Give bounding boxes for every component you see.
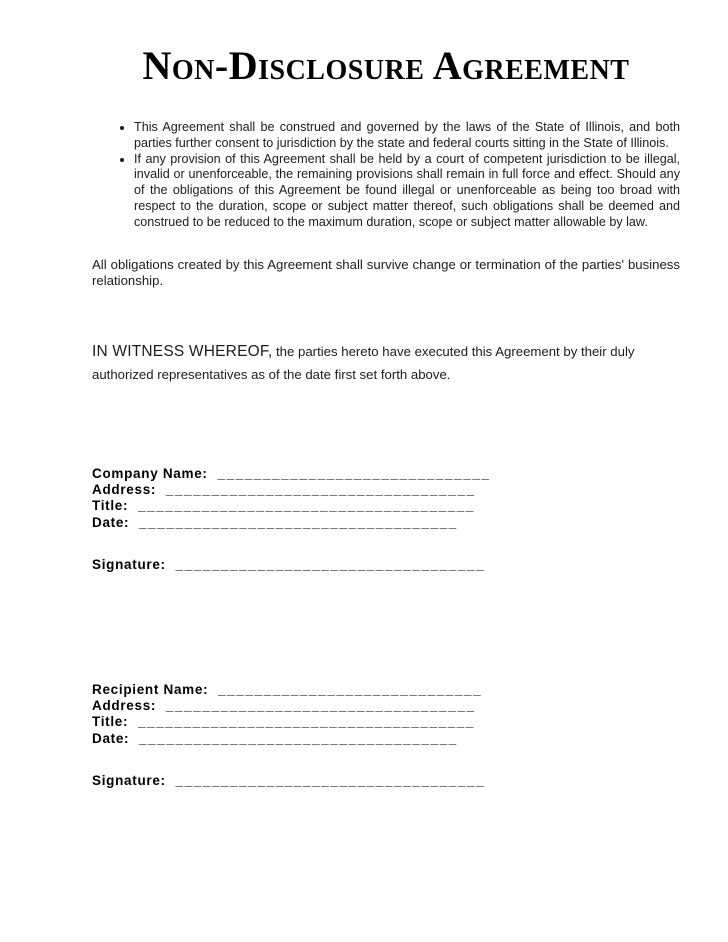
legal-clauses-bullet-list (92, 120, 680, 231)
page-title: Non-Disclosure Agreement (142, 43, 630, 88)
recipient-name-label: Recipient Name: (92, 681, 209, 697)
recipient-address-label: Address: (92, 698, 157, 714)
recipient-address-blank-line: __________________________________ (165, 698, 476, 714)
company-address-blank-line: __________________________________ (165, 481, 476, 497)
company-title-row (92, 498, 680, 514)
recipient-name-blank-line: _____________________________ (218, 681, 483, 697)
company-title-label: Title: (92, 498, 129, 514)
survival-clause-paragraph: All obligations created by this Agreement shall survive change or termination of the parties' business relationship. (92, 256, 680, 289)
witness-clause-lead: IN WITNESS WHEREOF, (92, 342, 273, 360)
company-signature-label: Signature: (92, 557, 166, 573)
witness-clause-paragraph (92, 340, 680, 386)
company-date-label: Date: (92, 514, 130, 530)
company-address-row (92, 482, 680, 498)
recipient-signature-row (92, 773, 680, 789)
recipient-date-blank-line: ___________________________________ (139, 730, 458, 746)
bullet-item-severability: • If any provision of this Agreement shall be held by a court of competent jurisdiction to be illegal, invalid or unenforceable, the remaining provisions shall remain in full force and effect. Should any of the obligations of this Agreement be found illegal or unenforceable as being too broad with respect to the duration, scope or subject matter thereof, such obligations shall be deemed and construed to be reduced to the maximum duration, scope or subject matter allowable by law. (134, 152, 680, 231)
recipient-name-row (92, 682, 680, 698)
bullet-item-governing-law: • This Agreement shall be construed and governed by the laws of the State of Illinois, and both parties further consent to jurisdiction by the state and federal courts sitting in the State of Illinois. (134, 120, 680, 152)
company-date-row (92, 515, 680, 531)
company-name-label: Company Name: (92, 465, 208, 481)
recipient-title-blank-line: _____________________________________ (137, 714, 475, 730)
recipient-address-row (92, 698, 680, 714)
recipient-signature-block (92, 682, 680, 790)
company-name-row (92, 466, 680, 482)
company-date-blank-line: ___________________________________ (139, 514, 458, 530)
company-signature-block (92, 466, 680, 574)
company-signature-row (92, 557, 680, 573)
company-signature-blank-line: __________________________________ (175, 557, 486, 573)
company-name-blank-line: ______________________________ (217, 465, 491, 481)
company-address-label: Address: (92, 481, 157, 497)
recipient-signature-blank-line: __________________________________ (175, 773, 486, 789)
recipient-title-row (92, 714, 680, 730)
recipient-signature-label: Signature: (92, 773, 166, 789)
witness-clause-body: the parties hereto have executed this Agreement by their duly authorized representatives as of the date first set forth above. (92, 343, 635, 382)
recipient-date-label: Date: (92, 730, 130, 746)
recipient-title-label: Title: (92, 714, 129, 730)
recipient-date-row (92, 731, 680, 747)
company-title-blank-line: _____________________________________ (137, 498, 475, 514)
